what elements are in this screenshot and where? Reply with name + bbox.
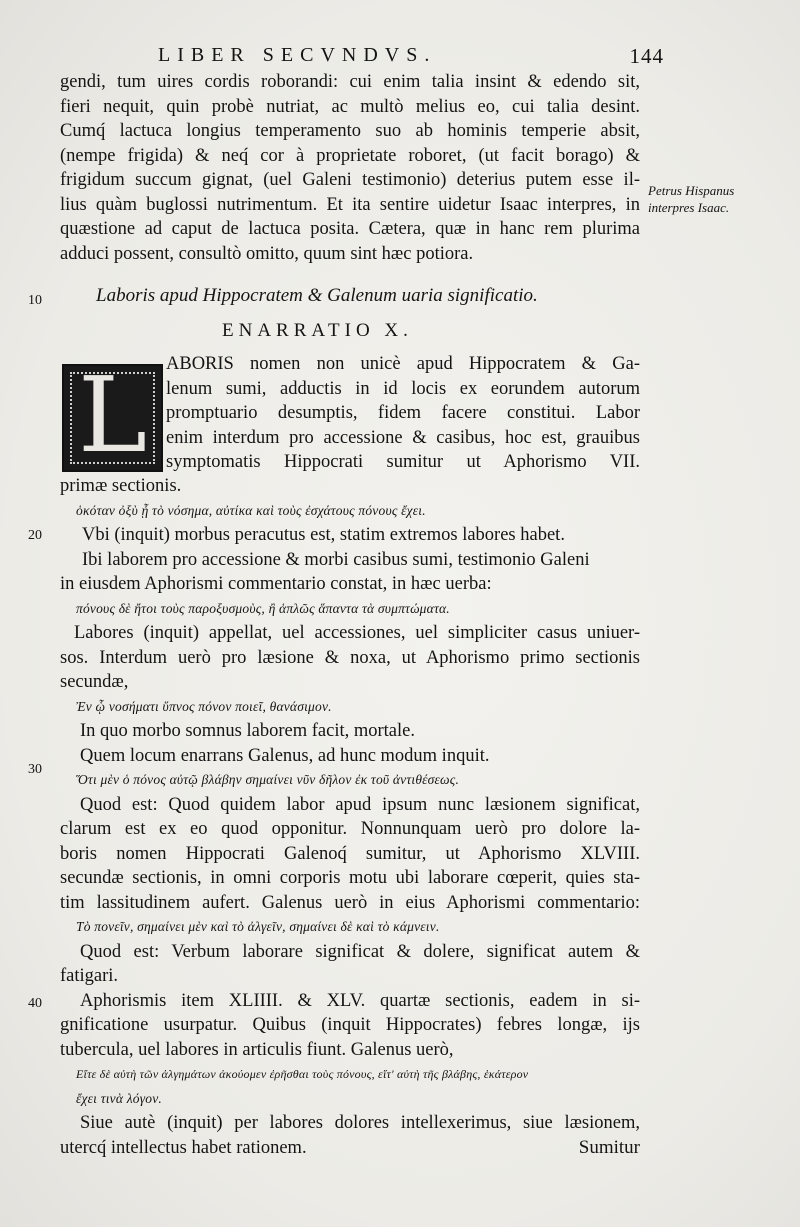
text-line: Aphorismis item XLIIII. & XLV. quartæ sectionis, eadem in si- <box>80 990 640 1011</box>
text-line: enim interdum pro accessione & casibus, hoc est, grauibus <box>166 427 640 448</box>
text-line: Labores (inquit) appellat, uel accessiones, uel simpliciter casus uniuer- <box>74 623 640 643</box>
text-line: adduci possent, consultò omitto, quum sint hæc potiora. <box>60 243 474 264</box>
text-line: Cumq́ lactuca longius temperamento suo ab hominis temperie absit, <box>60 121 640 141</box>
text-line: fieri nequit, quin probè nutriat, ac multò melius eo, cui talia desint. <box>60 96 640 117</box>
text-line: (nempe frigida) & neq́ cor à proprietate roboret, (ut facit borago) & <box>60 145 640 166</box>
paragraph-continuation <box>60 70 640 266</box>
text-line: fatigari. <box>60 966 119 986</box>
text-line: secundæ, <box>60 672 129 692</box>
greek-quote: Ὅτι μὲν ὁ πόνος αὐτῷ βλάβην σημαίνει νῦν δῆλον ἐκ τοῦ ἀντιθέσεως. <box>76 772 460 787</box>
initial-letter: L <box>78 354 148 476</box>
text-line: symptomatis Hippocrati sumitur ut Aphorismo VII. <box>166 452 640 472</box>
text-line: tim lassitudinem aufert. Galenus uerò in eius Aphorismi commentario: <box>60 892 640 913</box>
catchword: Sumitur <box>578 1137 640 1158</box>
margin-note: Petrus Hispanus interpres Isaac. <box>648 183 735 215</box>
text-line: Quod est: Verbum laborare significat & dolere, significat autem & <box>80 941 640 962</box>
text-line: Quem locum enarrans Galenus, ad hunc modum inquit. <box>80 745 490 766</box>
text-line: frigidum succum gignat, (uel Galeni testimonio) deterius putem esse il- <box>60 170 640 190</box>
line-number: 30 <box>28 762 42 777</box>
line-number: 40 <box>28 996 42 1011</box>
text-line: primæ sectionis. <box>60 476 182 496</box>
text-line: in eiusdem Aphorismi commentario constat, in hæc uerba: <box>60 574 492 594</box>
initial-paragraph <box>166 352 640 475</box>
greek-quote: ἔχει τινὰ λόγον. <box>76 1090 162 1106</box>
text-line: Vbi (inquit) morbus peracutus est, statim extremos labores habet. <box>82 525 565 545</box>
text-line: promptuario desumptis, fidem facere constitui. Labor <box>166 403 640 423</box>
greek-quote: Τὸ πονεῖν, σημαίνει μὲν καὶ τὸ ἀλγεῖν, σημαίνει δὲ καὶ τὸ κάμνειν. <box>76 919 440 934</box>
line-number: 10 <box>28 293 42 308</box>
greek-quote: πόνους δὲ ἤτοι τοὺς παροξυσμοὺς, ἢ ἁπλῶς ἅπαντα τὰ συμπτώματα. <box>76 600 450 616</box>
text-line: Quod est: Quod quidem labor apud ipsum nunc læsionem significat, <box>80 794 640 815</box>
text-line: secundæ sectionis, in omni corporis motu ubi laborare cœperit, quies sta- <box>60 868 640 888</box>
greek-quote: ὁκόταν ὀξὺ ᾖ τὸ νόσημα, αὐτίκα καὶ τοὺς ἐσχάτους πόνους ἔχει. <box>76 502 426 518</box>
text-line: gnificatione usurpatur. Quibus (inquit Hippocrates) febres longæ, ijs <box>60 1015 640 1035</box>
line-number: 20 <box>28 528 42 543</box>
text-line: sos. Interdum uerò pro læsione & noxa, ut Aphorismo primo sectionis <box>60 647 640 668</box>
section-heading: Laboris apud Hippocratem & Galenum uaria significatio. <box>96 285 538 306</box>
main-text <box>60 474 640 1160</box>
text-line: quæstione ad caput de lactuca posita. Cætera, quæ in hanc rem plurima <box>60 219 640 239</box>
text-line: lius quàm buglossi nutrimentum. Et ita sentire uidetur Isaac interpres, in <box>60 194 640 215</box>
text-line: Ibi laborem pro accessione & morbi casibus sumi, testimonio Galeni <box>82 549 590 570</box>
text-line: Siue autè (inquit) per labores dolores intellexerimus, siue læsionem, <box>80 1113 640 1133</box>
text-line: tubercula, uel labores in articulis fiunt. Galenus uerò, <box>60 1039 454 1060</box>
page-header <box>130 44 664 68</box>
text-line: lenum sumi, adductis in id locis ex eorundem autorum <box>166 378 640 399</box>
greek-quote: Ἐν ᾧ νοσήματι ὕπνος πόνον ποιεῖ, θανάσιμον. <box>76 698 332 714</box>
ornamental-initial <box>62 354 163 476</box>
enarratio-title: ENARRATIO X. <box>222 320 413 341</box>
greek-quote: Εἴτε δὲ αὐτὴ τῶν ἀλγημάτων ἀκούομεν ἐρῆσθαι τοὺς πόνους, εἴτ' αὐτὴ τῆς βλάβης, ἑκάτερον <box>76 1067 529 1081</box>
text-line: utercq́ intellectus habet rationem. <box>60 1137 307 1158</box>
text-line: gendi, tum uires cordis roborandi: cui enim talia insint & edendo sit, <box>60 72 640 92</box>
text-line: boris nomen Hippocrati Galenoq́ sumitur, ut Aphorismo XLVIII. <box>60 843 640 864</box>
running-title: LIBER SECVNDVS. <box>158 44 437 66</box>
page-number: 144 <box>629 44 664 68</box>
text-line: clarum est ex eo quod opponitur. Nonnunquam uerò pro dolore la- <box>60 819 640 839</box>
text-line: ABORIS nomen non unicè apud Hippocratem & Ga- <box>166 354 640 374</box>
text-line: In quo morbo somnus laborem facit, mortale. <box>80 721 415 741</box>
